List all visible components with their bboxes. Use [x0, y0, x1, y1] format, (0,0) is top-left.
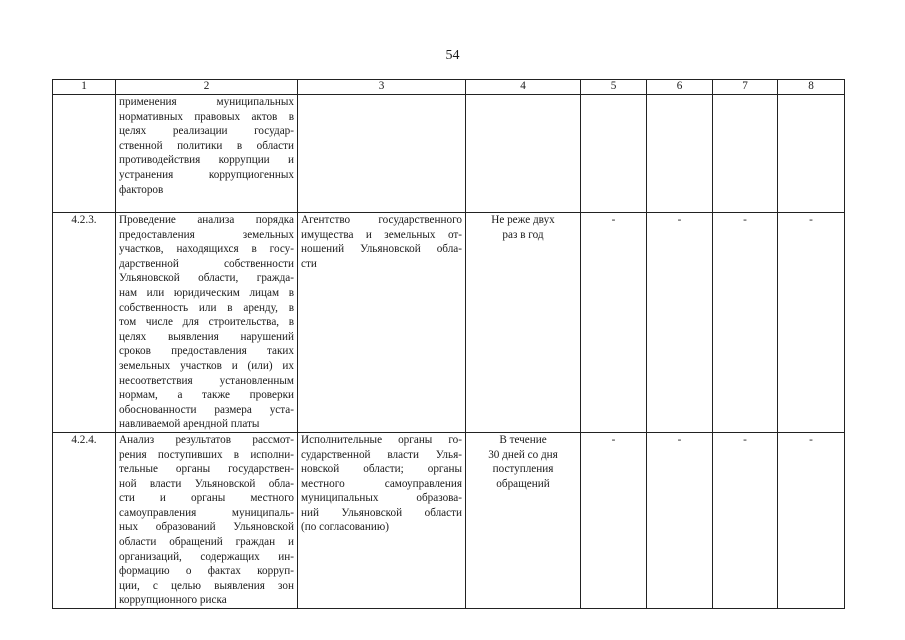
- header-cell: 3: [298, 80, 466, 95]
- term-cell: [466, 213, 581, 433]
- description-line: области обращений граждан и: [119, 536, 294, 549]
- description-line: факторов: [119, 183, 164, 196]
- item-number-cell: 4.2.4.: [53, 432, 116, 608]
- description-cell: [116, 213, 298, 433]
- executor-line: новской области; органы: [301, 463, 462, 476]
- activity-table: [52, 79, 845, 609]
- term-cell: [466, 432, 581, 608]
- description-line: самоуправления муниципаль-: [119, 506, 294, 519]
- description-line: рения поступивших в исполни-: [119, 448, 294, 461]
- description-cell: [116, 432, 298, 608]
- term-line: раз в год: [502, 228, 544, 241]
- executor-line: (по согласованию): [301, 521, 389, 534]
- description-line: дарственной собственности: [119, 257, 294, 270]
- description-line: целях выявления нарушений: [119, 330, 294, 343]
- description-line: обоснованности размера уста-: [119, 403, 294, 416]
- executor-line: муниципальных образова-: [301, 492, 462, 505]
- description-line: навливаемой арендной платы: [119, 418, 260, 431]
- description-line: сти и органы местного: [119, 492, 294, 505]
- executor-line: сти: [301, 257, 317, 270]
- description-line: сроков предоставления таких: [119, 345, 294, 358]
- description-cell: [116, 95, 298, 213]
- header-cell: 6: [647, 80, 713, 95]
- description-line: коррупционного риска: [119, 594, 227, 607]
- item-number-cell: 4.2.3.: [53, 213, 116, 433]
- description-line: нормам, а также проверки: [119, 389, 294, 402]
- value-cell-c7: -: [713, 213, 778, 433]
- description-line: нормативных правовых актов в: [119, 110, 294, 123]
- header-cell: 4: [466, 80, 581, 95]
- value-cell-c6: -: [647, 432, 713, 608]
- description-line: целях реализации государ-: [119, 125, 294, 138]
- executor-line: имущества и земельных от-: [301, 228, 462, 241]
- value-cell-c5: -: [581, 432, 647, 608]
- description-line: ных образований Ульяновской: [119, 521, 294, 534]
- header-cell: 8: [778, 80, 845, 95]
- description-line: устранения коррупциогенных: [119, 168, 294, 181]
- header-cell: 2: [116, 80, 298, 95]
- value-cell-c5: -: [581, 213, 647, 433]
- description-line: Анализ результатов рассмот-: [119, 433, 294, 446]
- executor-cell: [298, 432, 466, 608]
- description-line: противодействия коррупции и: [119, 154, 294, 167]
- value-cell-c6: [647, 95, 713, 213]
- table-row: [53, 432, 845, 608]
- executor-line: Исполнительные органы го-: [301, 433, 462, 446]
- term-line: обращений: [496, 477, 550, 490]
- description-line: формацию о фактах корруп-: [119, 565, 294, 578]
- table-row: [53, 213, 845, 433]
- description-line: том числе для строительства, в: [119, 316, 294, 329]
- description-line: организаций, содержащих ин-: [119, 550, 294, 563]
- term-line: 30 дней со дня: [488, 448, 558, 461]
- description-line: Ульяновской области, гражда-: [119, 272, 294, 285]
- value-cell-c6: -: [647, 213, 713, 433]
- value-cell-c8: -: [778, 432, 845, 608]
- description-line: земельных участков и (или) их: [119, 359, 294, 372]
- table-row: [53, 95, 845, 213]
- description-line: ной власти Ульяновской обла-: [119, 477, 294, 490]
- term-line: В течение: [499, 433, 547, 446]
- description-line: применения муниципальных: [119, 96, 294, 108]
- description-line: предоставления земельных: [119, 228, 294, 241]
- term-line: Не реже двух: [491, 214, 555, 226]
- header-cell: 1: [53, 80, 116, 95]
- executor-cell: [298, 95, 466, 213]
- description-line: ственной политики в области: [119, 139, 294, 152]
- header-cell: 5: [581, 80, 647, 95]
- term-line: поступления: [492, 463, 554, 476]
- value-cell-c8: -: [778, 213, 845, 433]
- description-line: Проведение анализа порядка: [119, 214, 294, 226]
- page-number: 54: [445, 48, 460, 63]
- executor-line: сударственной власти Улья-: [301, 448, 462, 461]
- description-line: собственность или в аренду, в: [119, 301, 294, 314]
- description-line: тельные органы государствен-: [119, 463, 294, 476]
- value-cell-c5: [581, 95, 647, 213]
- value-cell-c7: -: [713, 432, 778, 608]
- table-header-row: [53, 80, 845, 95]
- value-cell-c8: [778, 95, 845, 213]
- description-line: несоответствия установленным: [119, 374, 294, 387]
- header-cell: 7: [713, 80, 778, 95]
- executor-line: ношений Ульяновской обла-: [301, 243, 462, 256]
- executor-line: местного самоуправления: [301, 477, 462, 490]
- description-line: ции, с целью выявления зон: [119, 579, 294, 592]
- executor-line: ний Ульяновской области: [301, 506, 462, 519]
- term-cell: [466, 95, 581, 213]
- executor-line: Агентство государственного: [301, 214, 462, 226]
- executor-cell: [298, 213, 466, 433]
- description-line: нам или юридическим лицам в: [119, 286, 294, 299]
- value-cell-c7: [713, 95, 778, 213]
- item-number-cell: [53, 95, 116, 213]
- description-line: участков, находящихся в госу-: [119, 243, 294, 256]
